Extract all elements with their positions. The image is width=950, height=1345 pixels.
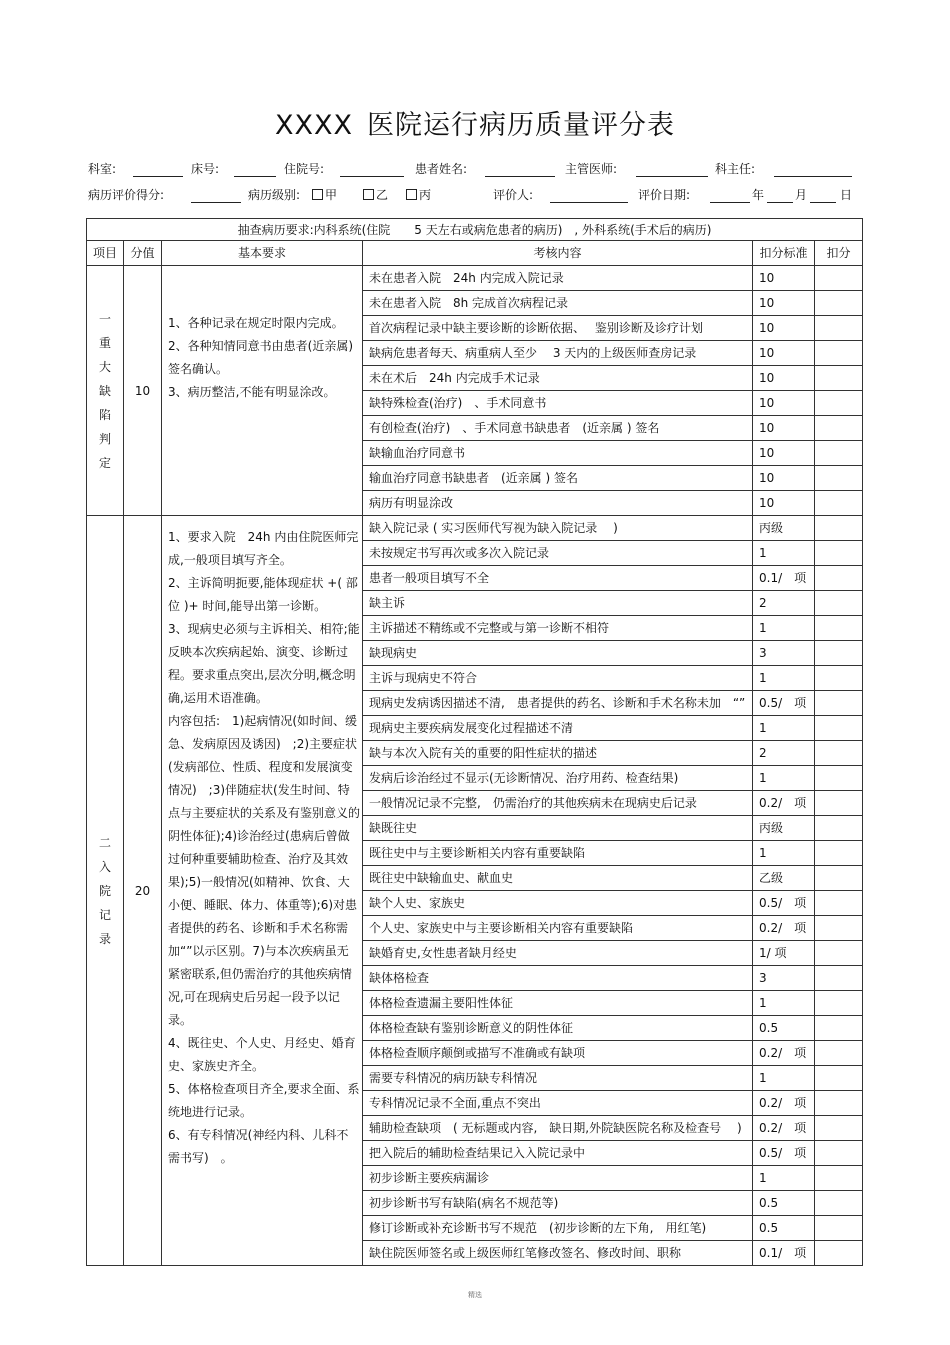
deduct-cell[interactable] — [815, 416, 863, 441]
title-text: 医院运行病历质量评分表 — [367, 110, 675, 141]
standard-cell: 3 — [753, 641, 815, 666]
section-name-char: 陷 — [98, 407, 111, 422]
standard-cell: 10 — [753, 466, 815, 491]
deduct-cell[interactable] — [815, 266, 863, 291]
score-field[interactable] — [191, 186, 241, 203]
bed-field[interactable] — [234, 160, 276, 177]
footer-mark: 精选 — [468, 1291, 482, 1299]
section-name-char: 院 — [98, 883, 111, 898]
content-cell: 缺病危患者每天、病重病人至少 3 天内的上级医师查房记录 — [363, 341, 753, 366]
deduct-cell[interactable] — [815, 691, 863, 716]
evaluator-field[interactable] — [550, 186, 628, 203]
grade-c-label: 丙 — [419, 188, 432, 202]
page-title — [0, 103, 950, 142]
content-cell: 个人史、家族史中与主要诊断相关内容有重要缺陷 — [363, 916, 753, 941]
section-name-char: 定 — [98, 455, 111, 470]
header-points: 分值 — [124, 241, 162, 266]
content-cell: 缺主诉 — [363, 591, 753, 616]
evaluator-label: 评价人: — [493, 188, 534, 202]
standard-cell: 10 — [753, 441, 815, 466]
standard-cell: 0.5 — [753, 1016, 815, 1041]
standard-cell: 丙级 — [753, 816, 815, 841]
standard-cell: 10 — [753, 391, 815, 416]
content-cell: 发病后诊治经过不显示(无诊断情况、治疗用药、检查结果) — [363, 766, 753, 791]
standard-cell: 0.2/ 项 — [753, 916, 815, 941]
info-row-1 — [88, 160, 858, 180]
standard-cell: 0.2/ 项 — [753, 791, 815, 816]
standard-cell: 乙级 — [753, 866, 815, 891]
basic-requirement-item: 3、现病史必须与主诉相关、相符;能反映本次疾病起始、演变、诊断过程。要求重点突出,层次分明,概念明确,运用术语准确。 — [168, 622, 360, 705]
section-name-char: 大 — [98, 359, 111, 374]
content-cell: 缺婚育史,女性患者缺月经史 — [363, 941, 753, 966]
basic-requirement-item: 4、既往史、个人史、月经史、婚育史、家族史齐全。 — [168, 1036, 356, 1073]
deduct-cell[interactable] — [815, 591, 863, 616]
content-cell: 缺输血治疗同意书 — [363, 441, 753, 466]
basic-requirement-item: 2、主诉简明扼要,能体现症状 +( 部位 )+ 时间,能导出第一诊断。 — [168, 576, 358, 613]
deduct-cell[interactable] — [815, 1216, 863, 1241]
header-item: 项目 — [87, 241, 124, 266]
standard-cell: 0.2/ 项 — [753, 1116, 815, 1141]
table-row — [87, 266, 863, 291]
deduct-cell[interactable] — [815, 716, 863, 741]
deduct-cell[interactable] — [815, 916, 863, 941]
content-cell: 既往史中与主要诊断相关内容有重要缺陷 — [363, 841, 753, 866]
eval-date-label: 评价日期: — [638, 188, 691, 202]
month-field[interactable] — [767, 186, 793, 203]
deduct-cell[interactable] — [815, 1166, 863, 1191]
standard-cell: 1 — [753, 666, 815, 691]
checkbox-icon — [406, 189, 417, 200]
grade-c-checkbox[interactable] — [406, 186, 431, 203]
deduct-cell[interactable] — [815, 791, 863, 816]
inpatient-no-label: 住院号: — [284, 162, 325, 176]
deduct-cell[interactable] — [815, 1191, 863, 1216]
standard-cell: 1 — [753, 991, 815, 1016]
basic-requirements — [162, 266, 363, 516]
bed-label: 床号: — [191, 162, 220, 176]
content-cell: 病历有明显涂改 — [363, 491, 753, 516]
section-name-char: 一 — [98, 311, 111, 326]
year-field[interactable] — [710, 186, 750, 203]
content-cell: 未在术后 24h 内完成手术记录 — [363, 366, 753, 391]
section-name-char: 缺 — [98, 383, 111, 398]
table-row — [87, 516, 863, 541]
content-cell: 未在患者入院 24h 内完成入院记录 — [363, 266, 753, 291]
standard-cell: 0.5/ 项 — [753, 691, 815, 716]
section-points: 10 — [124, 266, 162, 516]
content-cell: 未按规定书写再次或多次入院记录 — [363, 541, 753, 566]
deduct-cell[interactable] — [815, 1141, 863, 1166]
section-name-char: 录 — [98, 931, 111, 946]
grade-a-label: 甲 — [325, 188, 338, 202]
header-row — [87, 241, 863, 266]
deduct-cell[interactable] — [815, 966, 863, 991]
director-label: 科主任: — [715, 162, 756, 176]
content-cell: 缺现病史 — [363, 641, 753, 666]
checkbox-icon — [363, 189, 374, 200]
standard-cell: 0.2/ 项 — [753, 1091, 815, 1116]
basic-requirement-item: 5、体格检查项目齐全,要求全面、系统地进行记录。 — [168, 1082, 360, 1119]
content-cell: 缺与本次入院有关的重要的阳性症状的描述 — [363, 741, 753, 766]
deduct-cell[interactable] — [815, 316, 863, 341]
deduct-cell[interactable] — [815, 891, 863, 916]
content-cell: 主诉描述不精练或不完整或与第一诊断不相符 — [363, 616, 753, 641]
standard-cell: 1 — [753, 716, 815, 741]
grade-label: 病历级别: — [248, 188, 301, 202]
content-cell: 把入院后的辅助检查结果记入入院记录中 — [363, 1141, 753, 1166]
deduct-cell[interactable] — [815, 816, 863, 841]
deduct-cell[interactable] — [815, 941, 863, 966]
section-points: 20 — [124, 516, 162, 1266]
deduct-cell[interactable] — [815, 391, 863, 416]
content-cell: 输血治疗同意书缺患者 (近亲属 ) 签名 — [363, 466, 753, 491]
content-cell: 缺住院医师签名或上级医师红笔修改签名、修改时间、职称 — [363, 1241, 753, 1266]
basic-requirement-item: 2、各种知情同意书由患者(近亲属)签名确认。 — [168, 339, 353, 376]
standard-cell: 0.5/ 项 — [753, 891, 815, 916]
section-name-char: 入 — [98, 859, 111, 874]
content-cell: 一般情况记录不完整, 仍需治疗的其他疾病未在现病史后记录 — [363, 791, 753, 816]
basic-requirement-item: 1、要求入院 24h 内由住院医师完成,一般项目填写齐全。 — [168, 530, 359, 567]
header-standard: 扣分标准 — [753, 241, 815, 266]
deduct-cell[interactable] — [815, 766, 863, 791]
standard-cell: 3 — [753, 966, 815, 991]
deduct-cell[interactable] — [815, 841, 863, 866]
deduct-cell[interactable] — [815, 991, 863, 1016]
checkbox-icon — [312, 189, 323, 200]
section-name-char: 记 — [98, 907, 111, 922]
content-cell: 体格检查顺序颠倒或描写不准确或有缺项 — [363, 1041, 753, 1066]
requirement-row — [87, 219, 863, 241]
standard-cell: 丙级 — [753, 516, 815, 541]
standard-cell: 0.5 — [753, 1216, 815, 1241]
evaluation-table — [86, 218, 863, 1266]
content-cell: 患者一般项目填写不全 — [363, 566, 753, 591]
content-cell: 缺体格检查 — [363, 966, 753, 991]
content-cell: 专科情况记录不全面,重点不突出 — [363, 1091, 753, 1116]
content-cell: 首次病程记录中缺主要诊断的诊断依据、 鉴别诊断及诊疗计划 — [363, 316, 753, 341]
standard-cell: 2 — [753, 741, 815, 766]
standard-cell: 0.1/ 项 — [753, 1241, 815, 1266]
deduct-cell[interactable] — [815, 566, 863, 591]
dept-field[interactable] — [133, 160, 183, 177]
basic-requirements — [162, 516, 363, 1266]
content-cell: 体格检查遗漏主要阳性体征 — [363, 991, 753, 1016]
deduct-cell[interactable] — [815, 1241, 863, 1266]
deduct-cell[interactable] — [815, 1091, 863, 1116]
deduct-cell[interactable] — [815, 1066, 863, 1091]
standard-cell: 10 — [753, 266, 815, 291]
month-label: 月 — [795, 188, 808, 202]
basic-requirement-item: 3、病历整洁,不能有明显涂改。 — [168, 385, 336, 399]
content-cell: 修订诊断或补充诊断书写不规范 (初步诊断的左下角, 用红笔) — [363, 1216, 753, 1241]
standard-cell: 1 — [753, 1166, 815, 1191]
section-name — [87, 266, 124, 516]
standard-cell: 1 — [753, 541, 815, 566]
standard-cell: 0.2/ 项 — [753, 1041, 815, 1066]
deduct-cell[interactable] — [815, 741, 863, 766]
content-cell: 缺入院记录 ( 实习医师代写视为缺入院记录 ) — [363, 516, 753, 541]
info-row-2 — [88, 186, 858, 206]
doctor-label: 主管医师: — [565, 162, 618, 176]
standard-cell: 2 — [753, 591, 815, 616]
day-label: 日 — [840, 188, 853, 202]
deduct-cell[interactable] — [815, 341, 863, 366]
grade-b-checkbox[interactable] — [363, 186, 388, 203]
content-cell: 初步诊断主要疾病漏诊 — [363, 1166, 753, 1191]
content-cell: 体格检查缺有鉴别诊断意义的阴性体征 — [363, 1016, 753, 1041]
standard-cell: 0.5 — [753, 1191, 815, 1216]
standard-cell: 0.1/ 项 — [753, 566, 815, 591]
header-basic: 基本要求 — [162, 241, 363, 266]
standard-cell: 1 — [753, 616, 815, 641]
content-cell: 现病史主要疾病发展变化过程描述不清 — [363, 716, 753, 741]
deduct-cell[interactable] — [815, 641, 863, 666]
inpatient-no-field[interactable] — [340, 160, 404, 177]
content-cell: 现病史发病诱因描述不清, 患者提供的药名、诊断和手术名称未加 “” — [363, 691, 753, 716]
standard-cell: 10 — [753, 491, 815, 516]
standard-cell: 1 — [753, 841, 815, 866]
deduct-cell[interactable] — [815, 1116, 863, 1141]
deduct-cell[interactable] — [815, 441, 863, 466]
deduct-cell[interactable] — [815, 541, 863, 566]
doctor-field[interactable] — [636, 160, 708, 177]
director-field[interactable] — [774, 160, 852, 177]
standard-cell: 10 — [753, 416, 815, 441]
content-cell: 需要专科情况的病历缺专科情况 — [363, 1066, 753, 1091]
deduct-cell[interactable] — [815, 1041, 863, 1066]
standard-cell: 1 — [753, 766, 815, 791]
content-cell: 缺个人史、家族史 — [363, 891, 753, 916]
title-code: XXXX — [275, 110, 353, 141]
section-name — [87, 516, 124, 1266]
standard-cell: 10 — [753, 291, 815, 316]
patient-name-label: 患者姓名: — [415, 162, 468, 176]
standard-cell: 0.5/ 项 — [753, 1141, 815, 1166]
content-cell: 辅助检查缺项 ( 无标题或内容, 缺日期,外院缺医院名称及检查号 ) — [363, 1116, 753, 1141]
deduct-cell[interactable] — [815, 866, 863, 891]
deduct-cell[interactable] — [815, 616, 863, 641]
standard-cell: 1/ 项 — [753, 941, 815, 966]
patient-name-field[interactable] — [485, 160, 555, 177]
basic-requirement-item: 1、各种记录在规定时限内完成。 — [168, 316, 344, 330]
content-cell: 有创检查(治疗) 、手术同意书缺患者 (近亲属 ) 签名 — [363, 416, 753, 441]
content-cell: 未在患者入院 8h 完成首次病程记录 — [363, 291, 753, 316]
requirement-text: 抽查病历要求:内科系统(住院 5 天左右或病危患者的病历) , 外科系统(手术后的病历) — [87, 219, 863, 241]
deduct-cell[interactable] — [815, 291, 863, 316]
header-deduct: 扣分 — [815, 241, 863, 266]
content-cell: 初步诊断书写有缺陷(病名不规范等) — [363, 1191, 753, 1216]
standard-cell: 10 — [753, 366, 815, 391]
standard-cell: 10 — [753, 341, 815, 366]
year-label: 年 — [752, 188, 765, 202]
grade-a-checkbox[interactable] — [312, 186, 337, 203]
section-name-char: 判 — [98, 431, 111, 446]
section-name-char: 重 — [98, 335, 111, 350]
grade-b-label: 乙 — [376, 188, 389, 202]
deduct-cell[interactable] — [815, 516, 863, 541]
dept-label: 科室: — [88, 162, 117, 176]
deduct-cell[interactable] — [815, 466, 863, 491]
deduct-cell[interactable] — [815, 666, 863, 691]
day-field[interactable] — [810, 186, 836, 203]
basic-requirement-item: 内容包括: 1)起病情况(如时间、缓急、发病原因及诱因) ;2)主要症状(发病部位、性质、程度和发展演变情况) ;3)伴随症状(发生时间、特点与主要症状的关系及有鉴别意义的阴性体征);4)诊治经过(患病后曾做过何种重要辅助检查、治疗及其效果);5)一般情况(如精神、饮食、大小便、睡眠、体力、体重等);6)对患者提供的药名、诊断和手术名称需加“”以示区别。7)与本次疾病虽无紧密联系,但仍需治疗的其他疾病情况,可在现病史后另起一段予以记录。 — [168, 714, 361, 1027]
deduct-cell[interactable] — [815, 491, 863, 516]
content-cell: 主诉与现病史不符合 — [363, 666, 753, 691]
section-name-char: 二 — [98, 835, 111, 850]
standard-cell: 1 — [753, 1066, 815, 1091]
basic-requirement-item: 6、有专科情况(神经内科、儿科不需书写) 。 — [168, 1128, 349, 1165]
content-cell: 缺特殊检查(治疗) 、手术同意书 — [363, 391, 753, 416]
content-cell: 缺既往史 — [363, 816, 753, 841]
deduct-cell[interactable] — [815, 1016, 863, 1041]
header-content: 考核内容 — [363, 241, 753, 266]
deduct-cell[interactable] — [815, 366, 863, 391]
content-cell: 既往史中缺输血史、献血史 — [363, 866, 753, 891]
standard-cell: 10 — [753, 316, 815, 341]
score-label: 病历评价得分: — [88, 188, 165, 202]
